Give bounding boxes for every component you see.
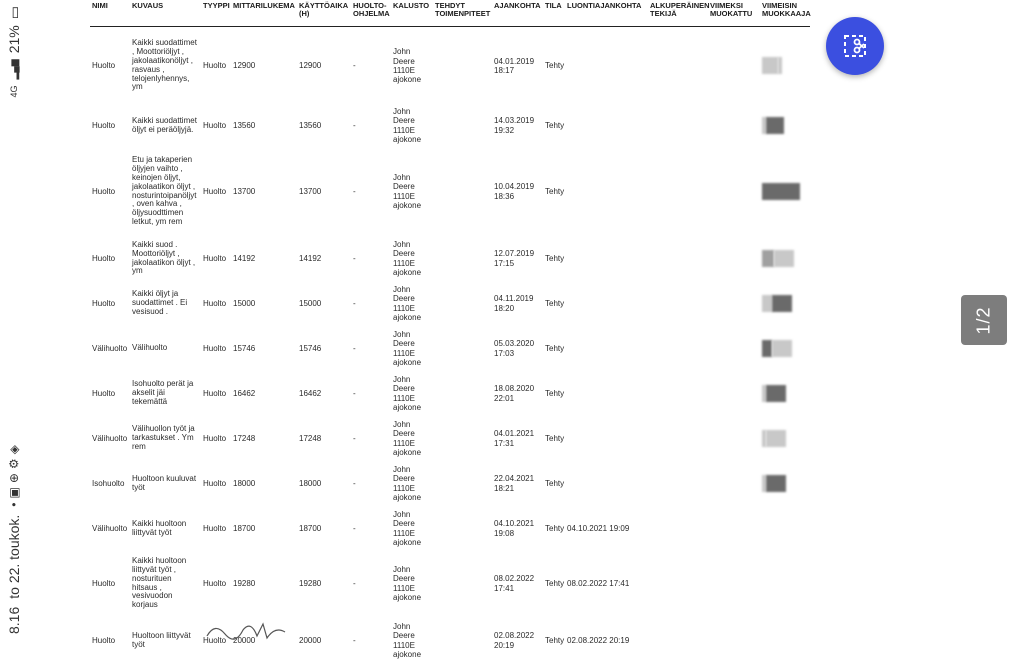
- cell-luonti: 02.08.2022 20:19: [567, 635, 630, 645]
- cell-tila: Tehty: [545, 186, 565, 196]
- cell-luonti: [565, 327, 648, 371]
- dot-icon: •: [7, 502, 21, 507]
- cell-toimenpiteet: [433, 237, 492, 281]
- cell-muokkaaja-redacted: [760, 551, 810, 617]
- cell-kalusto: John Deere 1110E ajokone: [393, 285, 422, 322]
- cell-tekija: [648, 327, 708, 371]
- cell-tila: Tehty: [545, 523, 565, 533]
- cell-tekija: [648, 507, 708, 551]
- cell-mittari: 13560: [233, 120, 256, 130]
- redacted-block: [766, 385, 786, 402]
- cell-kaytto: 17248: [299, 433, 322, 443]
- cell-toimenpiteet: [433, 371, 492, 417]
- cell-ajankohta: 18.08.2020 22:01: [494, 384, 535, 403]
- col-mittarilukema: MITTARILUKEMA: [231, 0, 297, 27]
- cell-tyyppi: Huolto: [203, 523, 227, 533]
- redacted-block: [772, 295, 792, 312]
- cell-tila: Tehty: [545, 433, 565, 443]
- cell-muokattu: [708, 237, 760, 281]
- cell-ohjelma: -: [353, 478, 356, 488]
- cell-ajankohta: 22.04.2021 18:21: [494, 474, 535, 493]
- cell-muokattu: [708, 461, 760, 507]
- cell-ajankohta: 04.01.2019 18:17: [494, 56, 535, 75]
- cell-tekija: [648, 105, 708, 147]
- redacted-block: [762, 295, 772, 312]
- cell-kuvaus: Isohuolto perät ja akselit jäi tekemättä: [132, 379, 194, 406]
- cell-nimi: Huolto: [92, 120, 116, 130]
- cell-mittari: 17248: [233, 433, 256, 443]
- cell-tila: Tehty: [545, 578, 565, 588]
- cell-ohjelma: -: [353, 523, 356, 533]
- cell-luonti: [565, 371, 648, 417]
- cell-kalusto: John Deere 1110E ajokone: [393, 420, 422, 457]
- settings-icon: ⚙: [7, 458, 21, 470]
- cell-muokattu: [708, 327, 760, 371]
- cell-kalusto: John Deere 1110E ajokone: [393, 330, 422, 367]
- table-row: [90, 617, 810, 665]
- cell-tila: Tehty: [545, 388, 565, 398]
- cell-kalusto: John Deere 1110E ajokone: [393, 375, 422, 412]
- cell-tyyppi: Huolto: [203, 298, 227, 308]
- cell-toimenpiteet: [433, 617, 492, 665]
- table-row: [90, 551, 810, 617]
- cell-kuvaus: Kaikki huoltoon liittyvät työt , nosturituen hitsaus , vesivuodon korjaus: [132, 556, 187, 610]
- cell-tyyppi: Huolto: [203, 635, 227, 645]
- cell-nimi: Huolto: [92, 298, 116, 308]
- col-kuvaus: KUVAUS: [130, 0, 201, 27]
- cell-tila: Tehty: [545, 120, 565, 130]
- cell-tekija: [648, 147, 708, 237]
- page-indicator-label: 1/2: [973, 305, 994, 335]
- cell-kalusto: John Deere 1110E ajokone: [393, 622, 422, 659]
- cell-ohjelma: -: [353, 253, 356, 263]
- cell-toimenpiteet: [433, 105, 492, 147]
- cell-mittari: 13700: [233, 186, 256, 196]
- cell-luonti: [565, 281, 648, 327]
- redacted-block: [762, 250, 774, 267]
- cell-kuvaus: Kaikki huoltoon liittyvät työt: [132, 518, 187, 537]
- page-indicator: [961, 295, 1007, 345]
- cell-kaytto: 13700: [299, 186, 322, 196]
- cell-kaytto: 20000: [299, 635, 322, 645]
- cell-muokkaaja-redacted: [760, 417, 810, 461]
- cell-nimi: Välihuolto: [92, 343, 128, 353]
- cell-muokattu: [708, 27, 760, 105]
- cell-luonti: 08.02.2022 17:41: [567, 578, 630, 588]
- cell-ajankohta: 02.08.2022 20:19: [494, 631, 535, 650]
- col-nimi: NIMI: [90, 0, 130, 27]
- cell-mittari: 16462: [233, 388, 256, 398]
- cell-mittari: 12900: [233, 61, 256, 71]
- maintenance-table: [90, 0, 810, 665]
- cell-luonti: [565, 105, 648, 147]
- cell-kalusto: John Deere 1110E ajokone: [393, 47, 422, 84]
- crop-scan-button[interactable]: [826, 17, 884, 75]
- table-row: [90, 281, 810, 327]
- cell-muokattu: [708, 371, 760, 417]
- cell-mittari: 20000: [233, 635, 256, 645]
- cell-kaytto: 18700: [299, 523, 322, 533]
- cell-ohjelma: -: [353, 61, 356, 71]
- cell-nimi: Huolto: [92, 635, 116, 645]
- cell-kaytto: 15746: [299, 343, 322, 353]
- col-viimeisin-muokkaaja: VIIMEISIN MUOKKAAJA: [760, 0, 810, 27]
- cell-muokattu: [708, 147, 760, 237]
- cell-luonti: [565, 461, 648, 507]
- cell-tekija: [648, 237, 708, 281]
- table-row: [90, 327, 810, 371]
- col-tila: TILA: [543, 0, 565, 27]
- sync-icon: ⊕: [7, 473, 21, 484]
- cell-ajankohta: 04.01.2021 17:31: [494, 429, 535, 448]
- cell-mittari: 19280: [233, 578, 256, 588]
- cell-muokkaaja-redacted: [760, 281, 810, 327]
- cell-muokkaaja-redacted: [760, 147, 810, 237]
- cell-kuvaus: Etu ja takaperien öljyjen vaihto , keinojen öljyt, jakolaatikon öljyt , nosturintoipanöljyt , oven kahva , öljysuodttimen letkut, ym rem: [132, 155, 197, 226]
- cell-tekija: [648, 551, 708, 617]
- redacted-block: [772, 340, 792, 357]
- table-row: [90, 417, 810, 461]
- cell-muokkaaja-redacted: [760, 105, 810, 147]
- cell-tekija: [648, 281, 708, 327]
- cell-kuvaus: Huoltoon liittyvät työt: [132, 630, 191, 649]
- status-time: 8.16: [6, 606, 22, 634]
- cell-tila: Tehty: [545, 343, 565, 353]
- cell-kaytto: 16462: [299, 388, 322, 398]
- table-row: [90, 147, 810, 237]
- status-bar: [0, 0, 28, 640]
- cell-tyyppi: Huolto: [203, 578, 227, 588]
- cell-muokattu: [708, 105, 760, 147]
- cell-muokkaaja-redacted: [760, 327, 810, 371]
- redacted-block: [762, 183, 800, 200]
- cell-tyyppi: Huolto: [203, 478, 227, 488]
- cell-muokattu: [708, 617, 760, 665]
- signature-scribble: [205, 618, 295, 640]
- cell-muokkaaja-redacted: [760, 371, 810, 417]
- cell-ohjelma: -: [353, 120, 356, 130]
- cell-luonti: 04.10.2021 19:09: [567, 523, 630, 533]
- document-page[interactable]: [90, 0, 811, 659]
- battery-icon: ▭: [5, 6, 22, 20]
- table-row: [90, 461, 810, 507]
- notification-icon: ◈: [7, 445, 21, 455]
- cell-nimi: Huolto: [92, 253, 116, 263]
- cell-nimi: Huolto: [92, 61, 116, 71]
- cell-tila: Tehty: [545, 635, 565, 645]
- cell-tyyppi: Huolto: [203, 388, 227, 398]
- cell-kalusto: John Deere 1110E ajokone: [393, 107, 422, 144]
- cell-tekija: [648, 461, 708, 507]
- cell-nimi: Huolto: [92, 186, 116, 196]
- cell-kalusto: John Deere 1110E ajokone: [393, 465, 422, 502]
- cell-mittari: 14192: [233, 253, 256, 263]
- cell-toimenpiteet: [433, 27, 492, 105]
- status-date: to 22. toukok.: [6, 514, 22, 599]
- table-row: [90, 237, 810, 281]
- cell-tila: Tehty: [545, 253, 565, 263]
- table-row: [90, 27, 810, 105]
- cell-ohjelma: -: [353, 298, 356, 308]
- col-luontiajankohta: LUONTIAJANKOHTA: [565, 0, 648, 27]
- cell-mittari: 15000: [233, 298, 256, 308]
- redacted-block: [766, 117, 784, 134]
- cell-kuvaus: Välihuolto: [132, 343, 168, 353]
- scissors-crop-icon: [842, 33, 868, 59]
- cell-nimi: Välihuolto: [92, 433, 128, 443]
- cell-nimi: Huolto: [92, 388, 116, 398]
- cell-mittari: 15746: [233, 343, 256, 353]
- cell-luonti: [565, 237, 648, 281]
- cell-tyyppi: Huolto: [203, 120, 227, 130]
- cell-ajankohta: 05.03.2020 17:03: [494, 339, 535, 358]
- table-row: [90, 105, 810, 147]
- col-alkuperainen-tekija: ALKUPERÄINEN TEKIJÄ: [648, 0, 708, 27]
- cell-tyyppi: Huolto: [203, 433, 227, 443]
- cell-kalusto: John Deere 1110E ajokone: [393, 565, 422, 602]
- network-type: 4G: [9, 85, 19, 98]
- battery-percent: 21%: [6, 25, 22, 54]
- cell-ohjelma: -: [353, 635, 356, 645]
- cell-tekija: [648, 617, 708, 665]
- cell-muokkaaja-redacted: [760, 237, 810, 281]
- redacted-block: [774, 250, 794, 267]
- cell-tyyppi: Huolto: [203, 61, 227, 71]
- col-kayttoaika: KÄYTTÖAIKA (H): [297, 0, 351, 27]
- cell-tekija: [648, 417, 708, 461]
- cell-ohjelma: -: [353, 433, 356, 443]
- cell-ohjelma: -: [353, 578, 356, 588]
- cell-muokkaaja-redacted: [760, 507, 810, 551]
- cell-ohjelma: -: [353, 388, 356, 398]
- cell-kaytto: 15000: [299, 298, 322, 308]
- cell-muokkaaja-redacted: [760, 461, 810, 507]
- cell-kuvaus: Kaikki suod . Moottoriöljyt , jakolaatikon öljyt , ym: [132, 239, 196, 276]
- cell-ajankohta: 04.11.2019 18:20: [494, 294, 534, 313]
- cell-tyyppi: Huolto: [203, 343, 227, 353]
- cell-kaytto: 14192: [299, 253, 322, 263]
- redacted-block: [766, 430, 786, 447]
- cell-kuvaus: Kaikki öljyt ja suodattimet . Ei vesisuod .: [132, 289, 188, 316]
- col-tyyppi: TYYPPI: [201, 0, 231, 27]
- cell-ajankohta: 04.10.2021 19:08: [494, 519, 535, 538]
- cell-kuvaus: Kaikki suodattimet öljyt ei peräöljyjä.: [132, 115, 197, 134]
- cell-ajankohta: 10.04.2019 18:36: [494, 182, 535, 201]
- cell-toimenpiteet: [433, 281, 492, 327]
- cell-toimenpiteet: [433, 327, 492, 371]
- cell-tyyppi: Huolto: [203, 253, 227, 263]
- cell-luonti: [565, 147, 648, 237]
- cell-kalusto: John Deere 1110E ajokone: [393, 240, 422, 277]
- cell-muokattu: [708, 507, 760, 551]
- cell-toimenpiteet: [433, 551, 492, 617]
- cell-muokattu: [708, 417, 760, 461]
- cell-tila: Tehty: [545, 478, 565, 488]
- gallery-icon: ▣: [7, 487, 21, 499]
- redacted-block: [778, 57, 782, 74]
- cell-tyyppi: Huolto: [203, 186, 227, 196]
- cell-tila: Tehty: [545, 61, 565, 71]
- col-kalusto: KALUSTO: [391, 0, 433, 27]
- cell-kalusto: John Deere 1110E ajokone: [393, 510, 422, 547]
- cell-muokkaaja-redacted: [760, 27, 810, 105]
- cell-ajankohta: 08.02.2022 17:41: [494, 574, 535, 593]
- cell-kaytto: 19280: [299, 578, 322, 588]
- cell-kuvaus: Huoltoon kuuluvat työt: [132, 473, 197, 492]
- cell-ohjelma: -: [353, 343, 356, 353]
- col-ajankohta: AJANKOHTA: [492, 0, 543, 27]
- cell-muokattu: [708, 281, 760, 327]
- col-huolto-ohjelma: HUOLTO-OHJELMA: [351, 0, 391, 27]
- table-header-row: [90, 0, 810, 27]
- signal-icon: ▂▄▆: [8, 59, 19, 80]
- cell-luonti: [565, 27, 648, 105]
- cell-tekija: [648, 371, 708, 417]
- cell-kaytto: 13560: [299, 120, 322, 130]
- cell-muokattu: [708, 551, 760, 617]
- table-row: [90, 507, 810, 551]
- cell-nimi: Huolto: [92, 578, 116, 588]
- cell-kalusto: John Deere 1110E ajokone: [393, 173, 422, 210]
- cell-kuvaus: Välihuollon työt ja tarkastukset . Ym rem: [132, 424, 195, 451]
- cell-mittari: 18000: [233, 478, 256, 488]
- cell-muokkaaja-redacted: [760, 617, 810, 665]
- cell-ajankohta: 14.03.2019 19:32: [494, 116, 535, 135]
- redacted-block: [762, 57, 778, 74]
- cell-kuvaus: Kaikki suodattimet , Moottoriöljyt , jakolaatikonöljyt , rasvaus , telojenlyhennys, ym: [132, 38, 197, 92]
- cell-kaytto: 12900: [299, 61, 322, 71]
- cell-mittari: 18700: [233, 523, 256, 533]
- cell-ohjelma: -: [353, 186, 356, 196]
- redacted-block: [762, 340, 772, 357]
- cell-kaytto: 18000: [299, 478, 322, 488]
- cell-toimenpiteet: [433, 147, 492, 237]
- cell-luonti: [565, 417, 648, 461]
- cell-toimenpiteet: [433, 507, 492, 551]
- table-row: [90, 371, 810, 417]
- col-viimeksi-muokattu: VIIMEKSI MUOKATTU: [708, 0, 760, 27]
- cell-nimi: Isohuolto: [92, 478, 125, 488]
- redacted-block: [766, 475, 786, 492]
- cell-toimenpiteet: [433, 461, 492, 507]
- cell-nimi: Välihuolto: [92, 523, 128, 533]
- cell-toimenpiteet: [433, 417, 492, 461]
- col-tehdyt-toimenpiteet: TEHDYT TOIMENPITEET: [433, 0, 492, 27]
- cell-tila: Tehty: [545, 298, 565, 308]
- cell-ajankohta: 12.07.2019 17:15: [494, 249, 535, 268]
- cell-tekija: [648, 27, 708, 105]
